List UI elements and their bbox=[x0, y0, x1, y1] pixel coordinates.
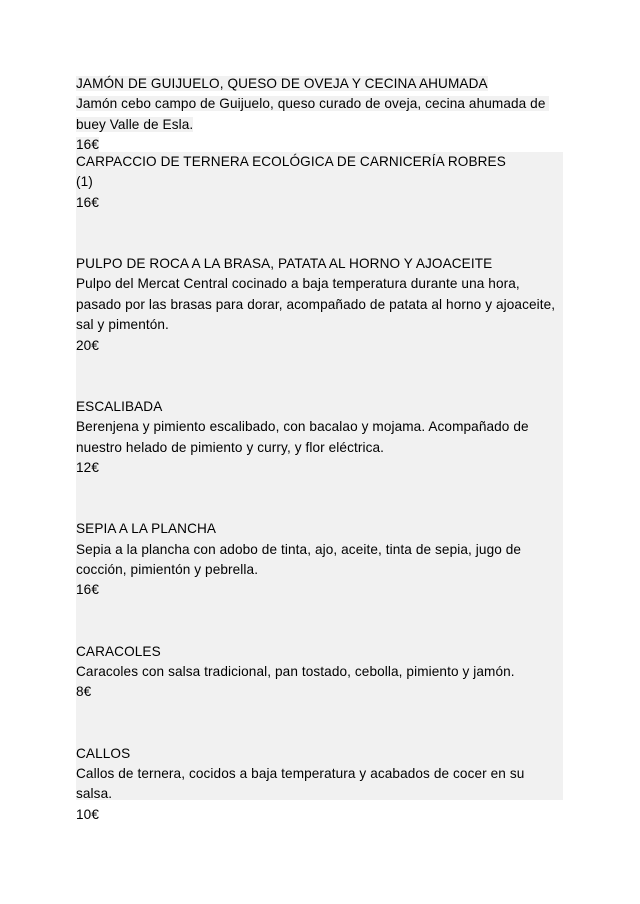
item-spacer bbox=[76, 621, 563, 641]
menu-item-description: Callos de ternera, cocidos a baja temperatura y acabados de cocer en su salsa. bbox=[76, 766, 529, 802]
item-spacer bbox=[76, 234, 563, 254]
menu-item-price: 12€ bbox=[76, 460, 99, 476]
item-spacer bbox=[76, 478, 563, 498]
item-spacer bbox=[76, 376, 563, 396]
menu-item-name: PULPO DE ROCA A LA BRASA, PATATA AL HORNO Y AJOACEITE bbox=[76, 256, 493, 271]
menu-item-group-sepia bbox=[76, 519, 563, 601]
menu-items-list bbox=[76, 152, 563, 825]
menu-item-description bbox=[76, 94, 563, 135]
menu-item-group-escalibada bbox=[76, 397, 563, 479]
item-spacer bbox=[76, 356, 563, 376]
menu-item-price: 10€ bbox=[76, 806, 99, 822]
menu-item-name bbox=[76, 74, 563, 94]
menu-item-description: Caracoles con salsa tradicional, pan tostado, cebolla, pimiento y jamón. bbox=[76, 664, 515, 680]
menu-item-price-text: 16€ bbox=[76, 137, 99, 153]
menu-item-name: SEPIA A LA PLANCHA bbox=[76, 521, 217, 537]
menu-item-name: CARPACCIO DE TERNERA ECOLÓGICA DE CARNICERÍA ROBRES bbox=[76, 154, 506, 169]
item-spacer bbox=[76, 213, 563, 233]
menu-item-price: 20€ bbox=[76, 337, 99, 353]
menu-item-description: (1) bbox=[76, 174, 93, 190]
item-spacer bbox=[76, 601, 563, 621]
menu-item-group-callos bbox=[76, 744, 563, 826]
menu-item-name: CARACOLES bbox=[76, 643, 161, 659]
item-spacer bbox=[76, 703, 563, 723]
item-spacer bbox=[76, 723, 563, 743]
menu-item-description: Pulpo del Mercat Central cocinado a baja temperatura durante una hora, pasado por las brasas para dorar, acompañado de patata al horno y ajoaceite, sal y pimentón. bbox=[76, 276, 560, 333]
menu-item-description: Berenjena y pimiento escalibado, con bacalao y mojama. Acompañado de nuestro helado de pimiento y curry, y flor eléctrica. bbox=[76, 419, 533, 455]
menu-item-group-carpaccio bbox=[76, 152, 563, 213]
menu-item-group-pulpo bbox=[76, 254, 563, 356]
item-spacer bbox=[76, 499, 563, 519]
menu-item-name: CALLOS bbox=[76, 745, 131, 761]
menu-item-description: Sepia a la plancha con adobo de tinta, ajo, aceite, tinta de sepia, jugo de cocción, pimientón y pebrella. bbox=[76, 541, 525, 578]
menu-item-price: 8€ bbox=[76, 684, 92, 700]
menu-item-name: ESCALIBADA bbox=[76, 398, 163, 414]
menu-item-description-text: Jamón cebo campo de Guijuelo, queso curado de oveja, cecina ahumada de buey Valle de Esla. bbox=[76, 96, 550, 132]
menu-item-price: 16€ bbox=[76, 194, 99, 210]
menu-item-price: 16€ bbox=[76, 582, 99, 598]
menu-item-group-jamon bbox=[76, 74, 563, 156]
menu-item-name-text: JAMÓN DE GUIJUELO, QUESO DE OVEJA Y CECINA AHUMADA bbox=[76, 76, 488, 91]
menu-item-group-caracoles bbox=[76, 642, 563, 703]
